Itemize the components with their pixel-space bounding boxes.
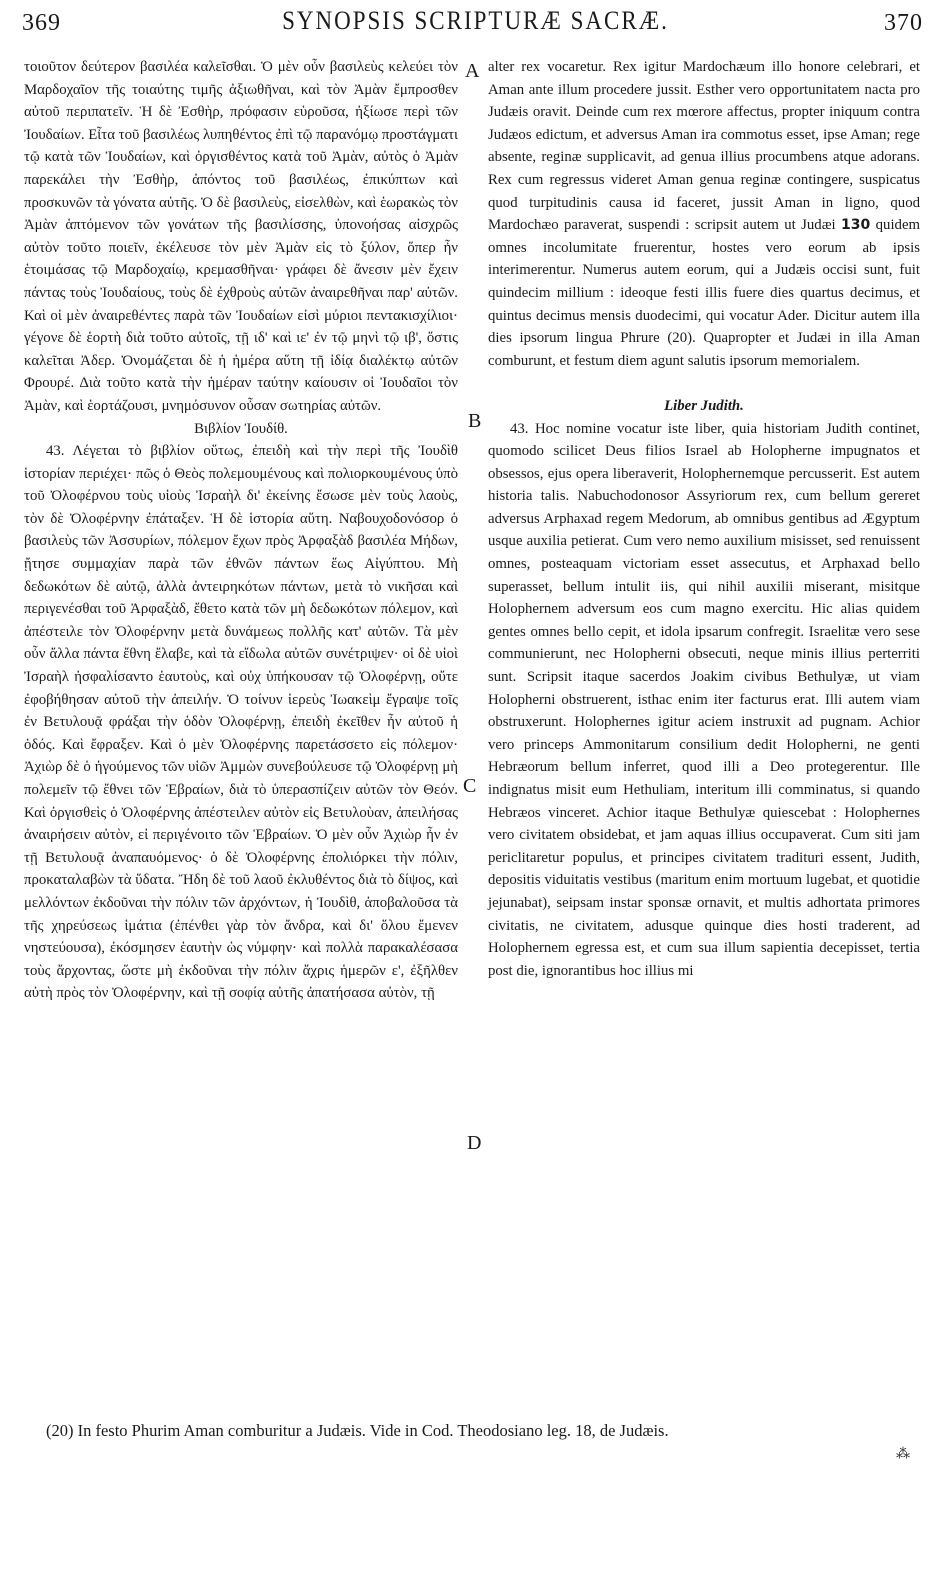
page-number-left: 369: [22, 10, 61, 36]
latin-section-heading: Liber Judith.: [664, 397, 744, 414]
margin-marker-a: A: [465, 60, 480, 82]
heading-spacer: [488, 372, 920, 395]
margin-marker-d: D: [467, 1132, 482, 1154]
greek-column: [24, 56, 458, 1005]
ornament-icon: ⁂: [896, 1447, 911, 1462]
page-number-right: 370: [884, 10, 923, 36]
latin-paragraph-esther: [488, 56, 920, 372]
margin-marker-b: B: [468, 410, 482, 432]
margin-marker-c: C: [463, 775, 477, 797]
latin-number: 130: [841, 217, 871, 234]
latin-column: [488, 56, 920, 982]
latin-paragraph-judith: 43. Hoc nomine vocatur iste liber, quia historiam Judith continet, quomodo scilicet Deus filios Israel ab Holopherne impugnatos et obsessos, ejus opera liberaverit, Holophernemque percusserit. Est autem historia talis. Nabuchodonosor Assyriorum rex, cum bellum gereret adversus Arphaxad regem Medorum, ab omnibus gentibus ad Ægyptum usque auxilia petierat. Cum vero nemo auxilium misisset, sed renuissent omnes, posteaquam victoriam esset assecutus, et Arphaxad bello superasset, bellum intulit iis, qui nihil auxilii miserant, misitque Holophernem adversum eos cum magno exercitu. Hic alias quidem gentes omnes bello cepit, et idola ipsarum confregit. Israelitæ vero sese communierunt, nec Holopherni obsecuti, neque minis illius perterriti sunt. Scripsit itaque sacerdos Joakim civibus Bethulyæ, ut viam Holopherni obstruerent, isthac enim iter facturus erat. Illi autem viam obstruxerunt. Holophernes igitur aciem instruxit ad pugnam. Achior vero princeps Ammonitarum consilium dedit Holopherni, ne genti Hebræorum bellum inferret, quod illi a Deo protegerentur. Ille indignatus misit eum Hethuliam, interitum illi comminatus, si quando Hebræos vinceret. Achior itaque Bethulyæ quiescebat : Holophernes vero civitatem obsidebat, et jam aquas illius occupaverat. Cum siti jam periclitaretur populus, et principes civitatem tradituri essent, Judith, depositis viduitatis vestibus (maritum enim mortuum lugebat, et quotidie jejunabat), seipsam instar sponsæ ornavit, et multis adhortata primores civitatis, ne civitatem, adusque quinque dies hosti traderent, ad Holophernem egressa est, et cum sua illum sapientia decepisset, tertia post die, ignorantibus hoc illius mi: [488, 420, 920, 979]
latin-esther-text-a: alter rex vocaretur. Rex igitur Mardochæum illo honore celebrari, et Aman ante illum procedere jussit. Esther vero opportunitatem nacta pro Judæis oravit. Deinde cum rex mœrore affectus, propter iniquum contra Judæos edictum, et adversus Aman ira commotus esset, ipse Aman; rege absente, reginæ supplicavit, ad genua illius procumbens atque adorans. Rex cum regressus videret Aman genua reginæ contingere, suspicatus quod turpitudinis causa id faceret, jussit Aman in ligno, quod Mardochæo paraverat, suspendi : scripsit autem ut Judæi: [488, 59, 920, 234]
latin-esther-text-b: quidem omnes incolumitate fruerentur, hostes vero eorum ab ipsis interimerentur. Numerus autem eorum, qui a Judæis occisi sunt, fuit quindecim millium : ideoque festi illis fuere dies quartus decimus, et quintus decimus mensis duodecimi, qui vocatur Ader. Dicitur autem illa dies ipsorum lingua Phrure (20). Quapropter et Judæi in illa Aman comburunt, et festum diem agunt salutis ipsorum memorialem.: [488, 217, 921, 369]
greek-paragraph-judith: 43. Λέγεται τὸ βιβλίον οὕτως, ἐπειδὴ καὶ τὴν περὶ τῆς Ἰουδὶθ ἱστορίαν περιέχει· πῶς ὁ Θεὸς πολεμουμένους καὶ πολιορκουμένους ὑπὸ τοῦ Ὀλοφέρνου τοὺς υἱοὺς Ἰσραὴλ δι' ἐκείνης ἔσωσε μὲν τοὺς λαοὺς, τὸν δὲ Ὀλοφέρνην ἐπάταξεν. Ἡ δὲ ἱστορία αὕτη. Ναβουχοδονόσορ ὁ βασιλεὺς τῶν Ἀσσυρίων, πόλεμον ἔχων πρὸς Ἀρφαξὰδ βασιλέα Μήδων, ᾔτησε συμμαχίαν παρὰ τῶν ἐθνῶν πάντων ἕως Αἰγύπτου. Μὴ δεδωκότων δὲ αὐτῷ, ἀλλὰ ἀντειρηκότων πάντων, μετὰ τὸ νικῆσαι καὶ περιγενέσθαι τοῦ Ἀρφαξὰδ, ἔθετο κατὰ τῶν μὴ δεδωκότων πόλεμον, καὶ ἀπέστειλε τὸν Ὀλοφέρνην μετὰ δυνάμεως πολλῆς κατ' αὐτῶν. Τὰ μὲν οὖν ἄλλα πάντα ἔθνη ἔλαβε, καὶ τὰ εἴδωλα αὐτῶν συνέτριψεν· οἱ δὲ υἱοὶ Ἰσραὴλ ἠσφαλίσαντο ἑαυτοὺς, καὶ οὐχ ὑπήκουσαν τῷ Ὀλοφέρνῃ, οὔτε ἐφοβήθησαν αὐτοῦ τὴν ἀπειλήν. Ὁ τοίνυν ἱερεὺς Ἰωακεὶμ ἔγραψε τοῖς ἐν Βετυλουᾷ φράξαι τὴν ὁδὸν Ὀλοφέρνῃ, ἐπειδὴ ἐκεῖθεν ἦν αὐτοῦ ἡ ὁδός. Καὶ ἔφραξεν. Καὶ ὁ μὲν Ὀλοφέρνης παρετάσσετο εἰς πόλεμον· Ἀχιὼρ δὲ ὁ ἡγούμενος τῶν υἱῶν Ἀμμὼν συνεβούλευσε τῷ Ὀλοφέρνῃ μὴ πολεμεῖν τῷ ἔθνει τῶν Ἑβραίων, διὰ τὸ ὑπερασπίζειν αὐτῶν τὸν Θεόν. Καὶ ὀργισθεὶς ὁ Ὀλοφέρνης ἀπέστειλεν αὐτὸν εἰς Βετυλοὺαν, ἀπειλήσας ἀναιρήσειν αὐτὸν, εἰ περιγένοιτο τῶν Ἑβραίων. Ὁ μὲν οὖν Ἀχιὼρ ἦν ἐν τῇ Βετυλουᾷ ἀναπαυόμενος· ὁ δὲ Ὀλοφέρνης ἐπολιόρκει τὴν πόλιν, προκαταλαβὼν τὰ ὕδατα. Ἤδη δὲ τοῦ λαοῦ ἐκλυθέντος διὰ τὸ δίψος, καὶ μελλόντων ἐκδοῦναι τὴν πόλιν τῶν ἀρχόντων, ἡ Ἰουδὶθ, ἀποβαλοῦσα τὰ τῆς χηρεύσεως ἱμάτια (ἐπένθει γὰρ τὸν ἄνδρα, καὶ δι' ὅλου ἔμενεν νηστεύουσα), ἐκόσμησεν ἑαυτὴν ὡς νύμφην· καὶ πολλὰ παρακαλέσασα τοὺς ἄρχοντας, ὥστε μὴ ἐκδοῦναι τὴν πόλιν ἄχρις ἡμερῶν ε', ἐξῆλθεν αὐτὴ πρὸς τὸν Ὀλοφέρνην, καὶ τῇ σοφίᾳ αὐτῆς ἀπατήσασα αὐτὸν, τῇ: [24, 443, 458, 1002]
greek-paragraph-esther: τοιοῦτον δεύτερον βασιλέα καλεῖσθαι. Ὁ μὲν οὖν βασιλεὺς κελεύει τὸν Μαρδοχαῖον τῆς τοιαύτης τιμῆς ἀξιωθῆναι, καὶ τὸν Ἀμὰν ἔμπροσθεν αὐτοῦ περιπατεῖν. Ἡ δὲ Ἐσθὴρ, πρόφασιν εὑροῦσα, ἠξίωσε περὶ τῶν Ἰουδαίων. Εἶτα τοῦ βασιλέως λυπηθέντος ἐπὶ τῷ παρανόμῳ προστάγματι τῷ κατὰ τῶν Ἰουδαίων, καὶ ὀργισθέντος κατὰ τοῦ Ἀμὰν, αὐτὸς ὁ Ἀμὰν παρεκάλει τὴν Ἐσθὴρ, ἀπόντος τοῦ βασιλέως, ἐπικύπτων καὶ προσκυνῶν τὰ γόνατα αὐτῆς. Ὁ δὲ βασιλεὺς, εἰσελθὼν, καὶ ἑωρακὼς τὸν Ἀμὰν ἁπτόμενον τῶν γονάτων τῆς βασιλίσσης, ὑπονοήσας αἰσχρῶς αὐτὸν τοῦτο ποιεῖν, ἐκέλευσε τὸν μὲν Ἀμὰν εἰς τὸ ξύλον, ὅπερ ἦν ἑτοιμάσας τῷ Μαρδοχαίῳ, κρεμασθῆναι· γράφει δὲ ἄνεσιν μὲν ἔχειν πάντας τοὺς Ἰουδαίους, τοὺς δὲ ἐχθροὺς αὐτῶν ἀναιρεθῆναι παρ' αὐτῶν. Καὶ οἱ μὲν ἀναιρεθέντες παρὰ τῶν Ἰουδαίων εἰσὶ μύριοι πεντακισχίλιοι· γέγονε δὲ ἑορτὴ διὰ τοῦτο αὐτοῖς, τῇ ιδ' καὶ ιε' ἐν τῷ μηνὶ τῷ ιβ', ὅστις καλεῖται Ἀδερ. Ὀνομάζεται δὲ ἡ ἡμέρα αὕτη τῇ ἰδίᾳ διαλέκτῳ αὐτῶν Φρουρέ. Διὰ τοῦτο κατὰ τὴν ἡμέραν ταύτην καίουσιν οἱ Ἰουδαῖοι τὸν Ἀμὰν, καὶ ἑορτάζουσι, μνημόσυνον οὖσαν σωτηρίας αὐτῶν.: [24, 59, 458, 414]
footnote: (20) In festo Phurim Aman comburitur a Judæis. Vide in Cod. Theodosiano leg. 18, de Judæis.: [46, 1421, 669, 1440]
greek-section-heading: Βιβλίον Ἰουδίθ.: [194, 420, 288, 437]
running-title: SYNOPSIS SCRIPTURÆ SACRÆ.: [282, 6, 669, 35]
